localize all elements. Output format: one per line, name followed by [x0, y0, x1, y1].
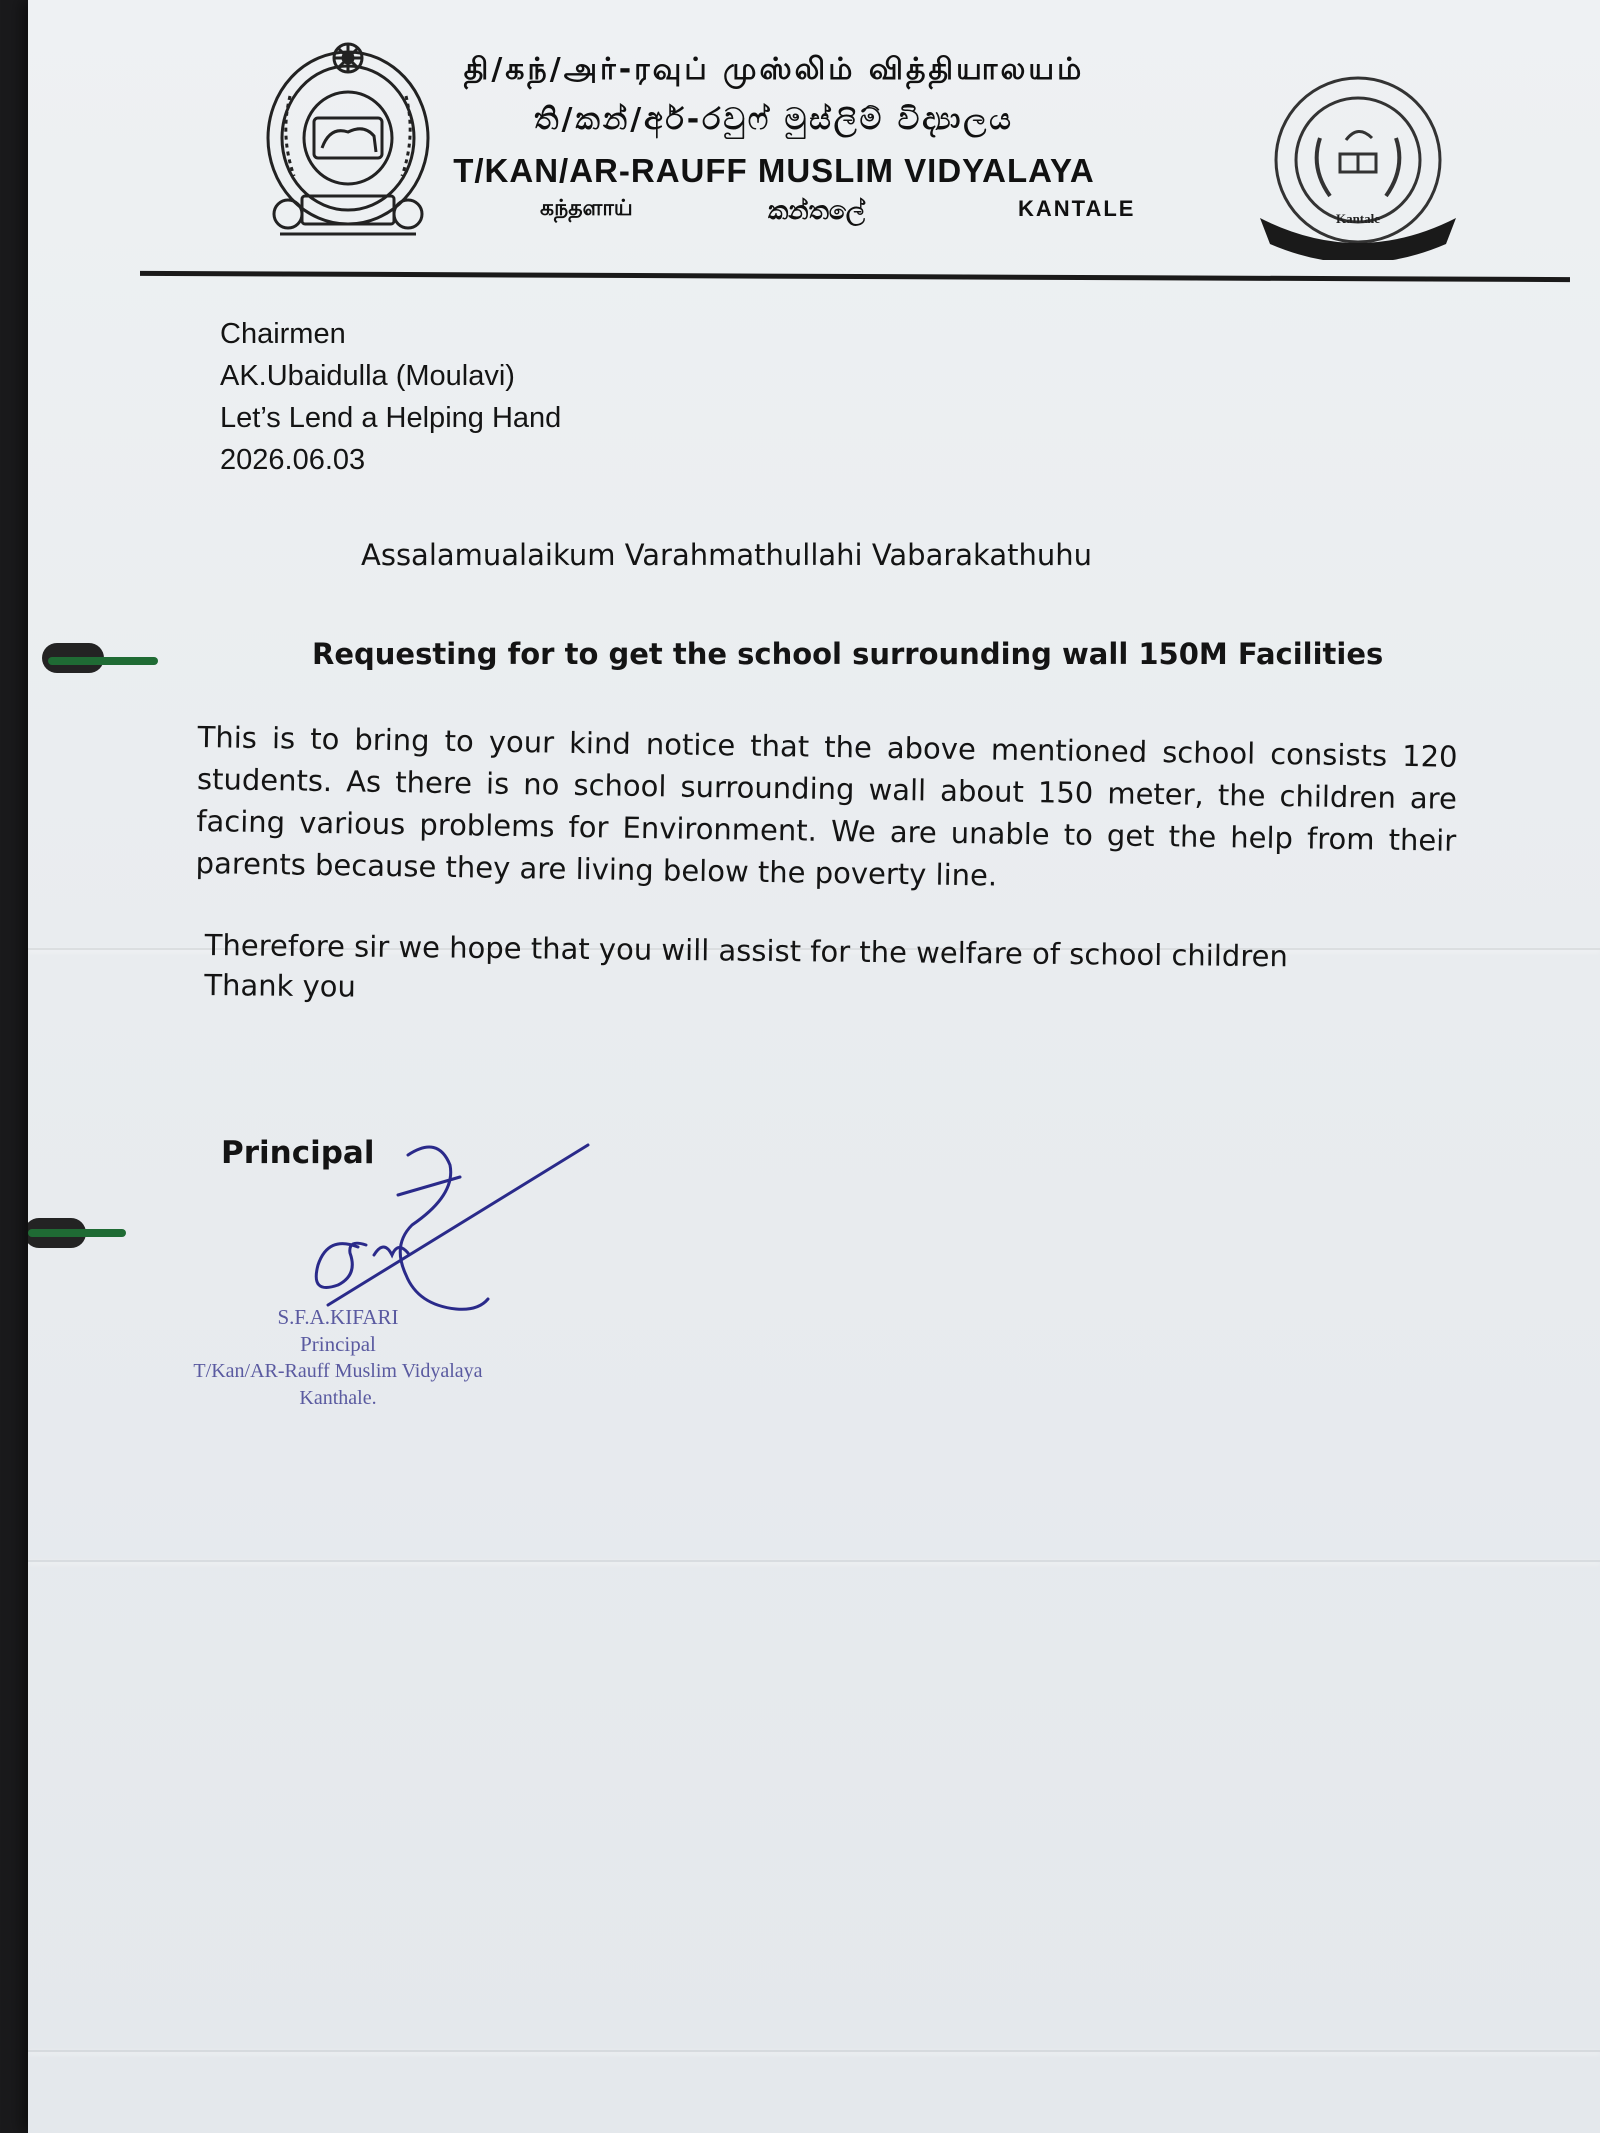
place-sinhala: කන්තලේ — [768, 196, 866, 225]
greeting: Assalamualaikum Varahmathullahi Vabarakathuhu — [361, 538, 1092, 572]
school-name-tamil: தி/கந்/அர்-ரவுப் முஸ்லிம் வித்தியாலயம் — [463, 52, 1085, 87]
signoff-label: Principal — [221, 1135, 375, 1171]
body-paragraph: This is to bring to your kind notice that the above mentioned school consists 120 students. As there is no school surrounding wall about 150 meter, the children are facing various problems for Environment. We are unable to get the help from their parents because they are living below the poverty line. — [195, 719, 1458, 893]
binding-thread — [28, 1229, 126, 1237]
recipient-name: AK.Ubaidulla (Moulavi) — [220, 360, 515, 392]
school-name-sinhala: ති/කන්/අර්-රවුෆ් මුස්ලිම් විද්‍යාලය — [534, 102, 1014, 137]
header-divider — [140, 271, 1570, 282]
closing-paragraph — [204, 925, 1465, 1018]
letter-date: 2026.06.03 — [220, 444, 366, 476]
paper-fold — [28, 1560, 1600, 1562]
letter-page — [28, 0, 1600, 2133]
signature-icon — [288, 1135, 608, 1325]
binding-thread — [48, 657, 158, 665]
thank-you-line: Thank you — [204, 967, 357, 1004]
school-crest-caption: Kantale — [1335, 211, 1381, 226]
letter-subject: Requesting for to get the school surrounding wall 150M Facilities — [312, 637, 1384, 671]
place-tamil: கந்தளாய் — [540, 196, 633, 221]
stamp-role: Principal — [300, 1332, 376, 1356]
stamp-school: T/Kan/AR-Rauff Muslim Vidyalaya — [193, 1360, 483, 1382]
place-english: KANTALE — [1018, 196, 1136, 221]
school-crest-icon — [1250, 68, 1470, 260]
school-name-english: T/KAN/AR-RAUFF MUSLIM VIDYALAYA — [453, 152, 1095, 189]
paper-fold — [28, 2050, 1600, 2052]
stamp-town: Kanthale. — [299, 1387, 377, 1409]
recipient-title: Chairmen — [220, 318, 346, 350]
recipient-organization: Let’s Lend a Helping Hand — [220, 402, 562, 434]
closing-line: Therefore sir we hope that you will assist for the welfare of school children — [204, 927, 1288, 974]
stamp-name: S.F.A.KIFARI — [277, 1305, 399, 1329]
principal-stamp — [168, 1304, 508, 1412]
